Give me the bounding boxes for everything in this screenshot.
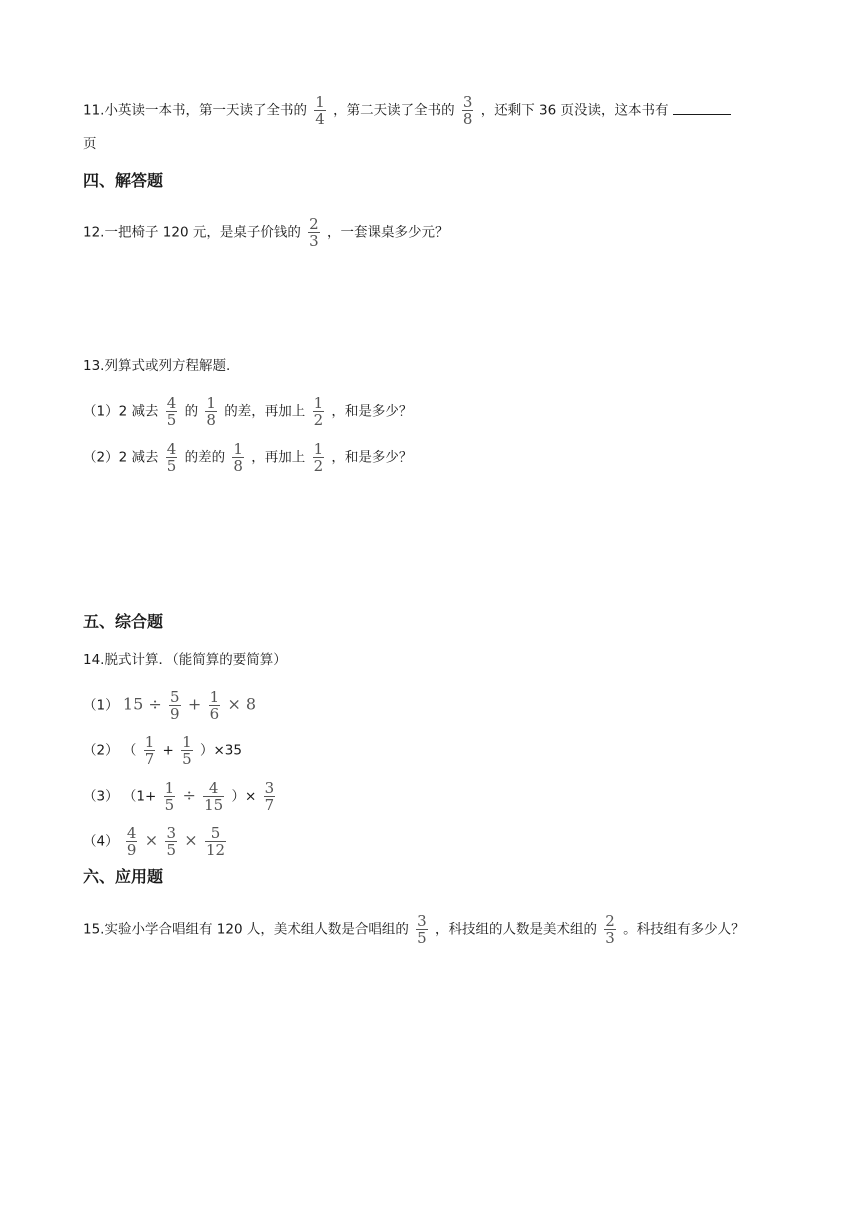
fraction: $\frac{4}{9}$ [126, 824, 137, 859]
answer-blank[interactable] [673, 100, 731, 115]
q13a-text-4: ，和是多少？ [331, 403, 413, 420]
q15-text-3: 。科技组有多少人？ [623, 921, 745, 938]
q13a-text-2: 的 [184, 403, 199, 420]
section-heading-5: 五、综合题 [83, 612, 164, 631]
question-14-title: 14.脱式计算．（能简算的要简算） [83, 652, 287, 668]
expression-label: （4） [83, 833, 119, 850]
fraction: $\frac{1}{4}$ [315, 93, 325, 128]
expression-text: 15 ÷ [122, 694, 162, 714]
q13b-text-2: 的差的 [184, 449, 226, 466]
expression-text: （1+ [122, 788, 157, 805]
q13a-text-1: （1）2 减去 [83, 403, 159, 420]
q11-text-1: 11.小英读一本书，第一天读了全书的 [83, 102, 307, 119]
fraction: $\frac{1}{8}$ [206, 394, 216, 429]
fraction: $\frac{3}{7}$ [264, 779, 275, 814]
fraction: $\frac{4}{15}$ [204, 779, 224, 814]
expression-label: （1） [83, 697, 119, 714]
fraction: $\frac{1}{2}$ [313, 394, 324, 429]
operator: + [162, 742, 174, 759]
question-13-part-1 [83, 395, 412, 428]
question-12 [83, 216, 448, 249]
fraction: $\frac{3}{5}$ [166, 824, 176, 859]
fraction: $\frac{1}{7}$ [144, 733, 155, 768]
fraction: $\frac{5}{12}$ [205, 824, 226, 859]
fraction: $\frac{2}{3}$ [605, 912, 615, 947]
question-13-title: 13.列算式或列方程解题. [83, 358, 231, 374]
q11-text-2: ，第二天读了全书的 [333, 102, 455, 119]
fraction: $\frac{1}{6}$ [209, 688, 220, 723]
q13b-text-1: （2）2 减去 [83, 449, 159, 466]
section-heading-4: 四、解答题 [83, 171, 164, 190]
operator: × [184, 830, 198, 850]
fraction: $\frac{4}{5}$ [166, 440, 177, 475]
q13b-text-3: ，再加上 [251, 449, 306, 466]
expression-label: （2） [83, 742, 119, 759]
fraction: $\frac{4}{5}$ [166, 394, 177, 429]
q11-text-3: ，还剩下 36 页没读，这本书有 [480, 102, 669, 119]
expression-text: × 8 [227, 694, 257, 714]
q14-expression-4 [83, 825, 229, 858]
q14-expression-2 [83, 734, 242, 767]
expression-text: （ [122, 742, 137, 759]
fraction: $\frac{1}{5}$ [182, 733, 192, 768]
q14-expression-1 [83, 689, 256, 722]
expression-label: （3） [83, 788, 119, 805]
fraction: $\frac{3}{5}$ [417, 912, 427, 947]
q12-text-2: ，一套课桌多少元？ [326, 224, 449, 241]
section-heading-6: 六、应用题 [83, 867, 164, 886]
fraction: $\frac{2}{3}$ [309, 215, 319, 250]
expression-text: ）×35 [199, 742, 242, 759]
operator: ÷ [182, 785, 196, 805]
fraction: $\frac{1}{5}$ [164, 779, 175, 814]
operator: × [144, 830, 159, 850]
q13b-text-4: ，和是多少？ [331, 449, 413, 466]
question-13-part-2 [83, 441, 412, 474]
fraction: $\frac{1}{2}$ [313, 440, 324, 475]
q15-text-2: ，科技组的人数是美术组的 [434, 921, 597, 938]
q11-text-4: 页 [83, 136, 97, 152]
question-15 [83, 913, 745, 946]
q13a-text-3: 的差，再加上 [224, 403, 306, 420]
fraction: $\frac{5}{9}$ [170, 688, 180, 723]
q14-expression-3 [83, 780, 278, 813]
question-11 [83, 94, 731, 127]
fraction: $\frac{1}{8}$ [233, 440, 243, 475]
fraction: $\frac{3}{8}$ [462, 93, 473, 128]
q15-text-1: 15.实验小学合唱组有 120 人，美术组人数是合唱组的 [83, 921, 409, 938]
q12-text-1: 12.一把椅子 120 元，是桌子价钱的 [83, 224, 301, 241]
operator: + [187, 694, 202, 714]
expression-text: ）× [231, 788, 257, 805]
